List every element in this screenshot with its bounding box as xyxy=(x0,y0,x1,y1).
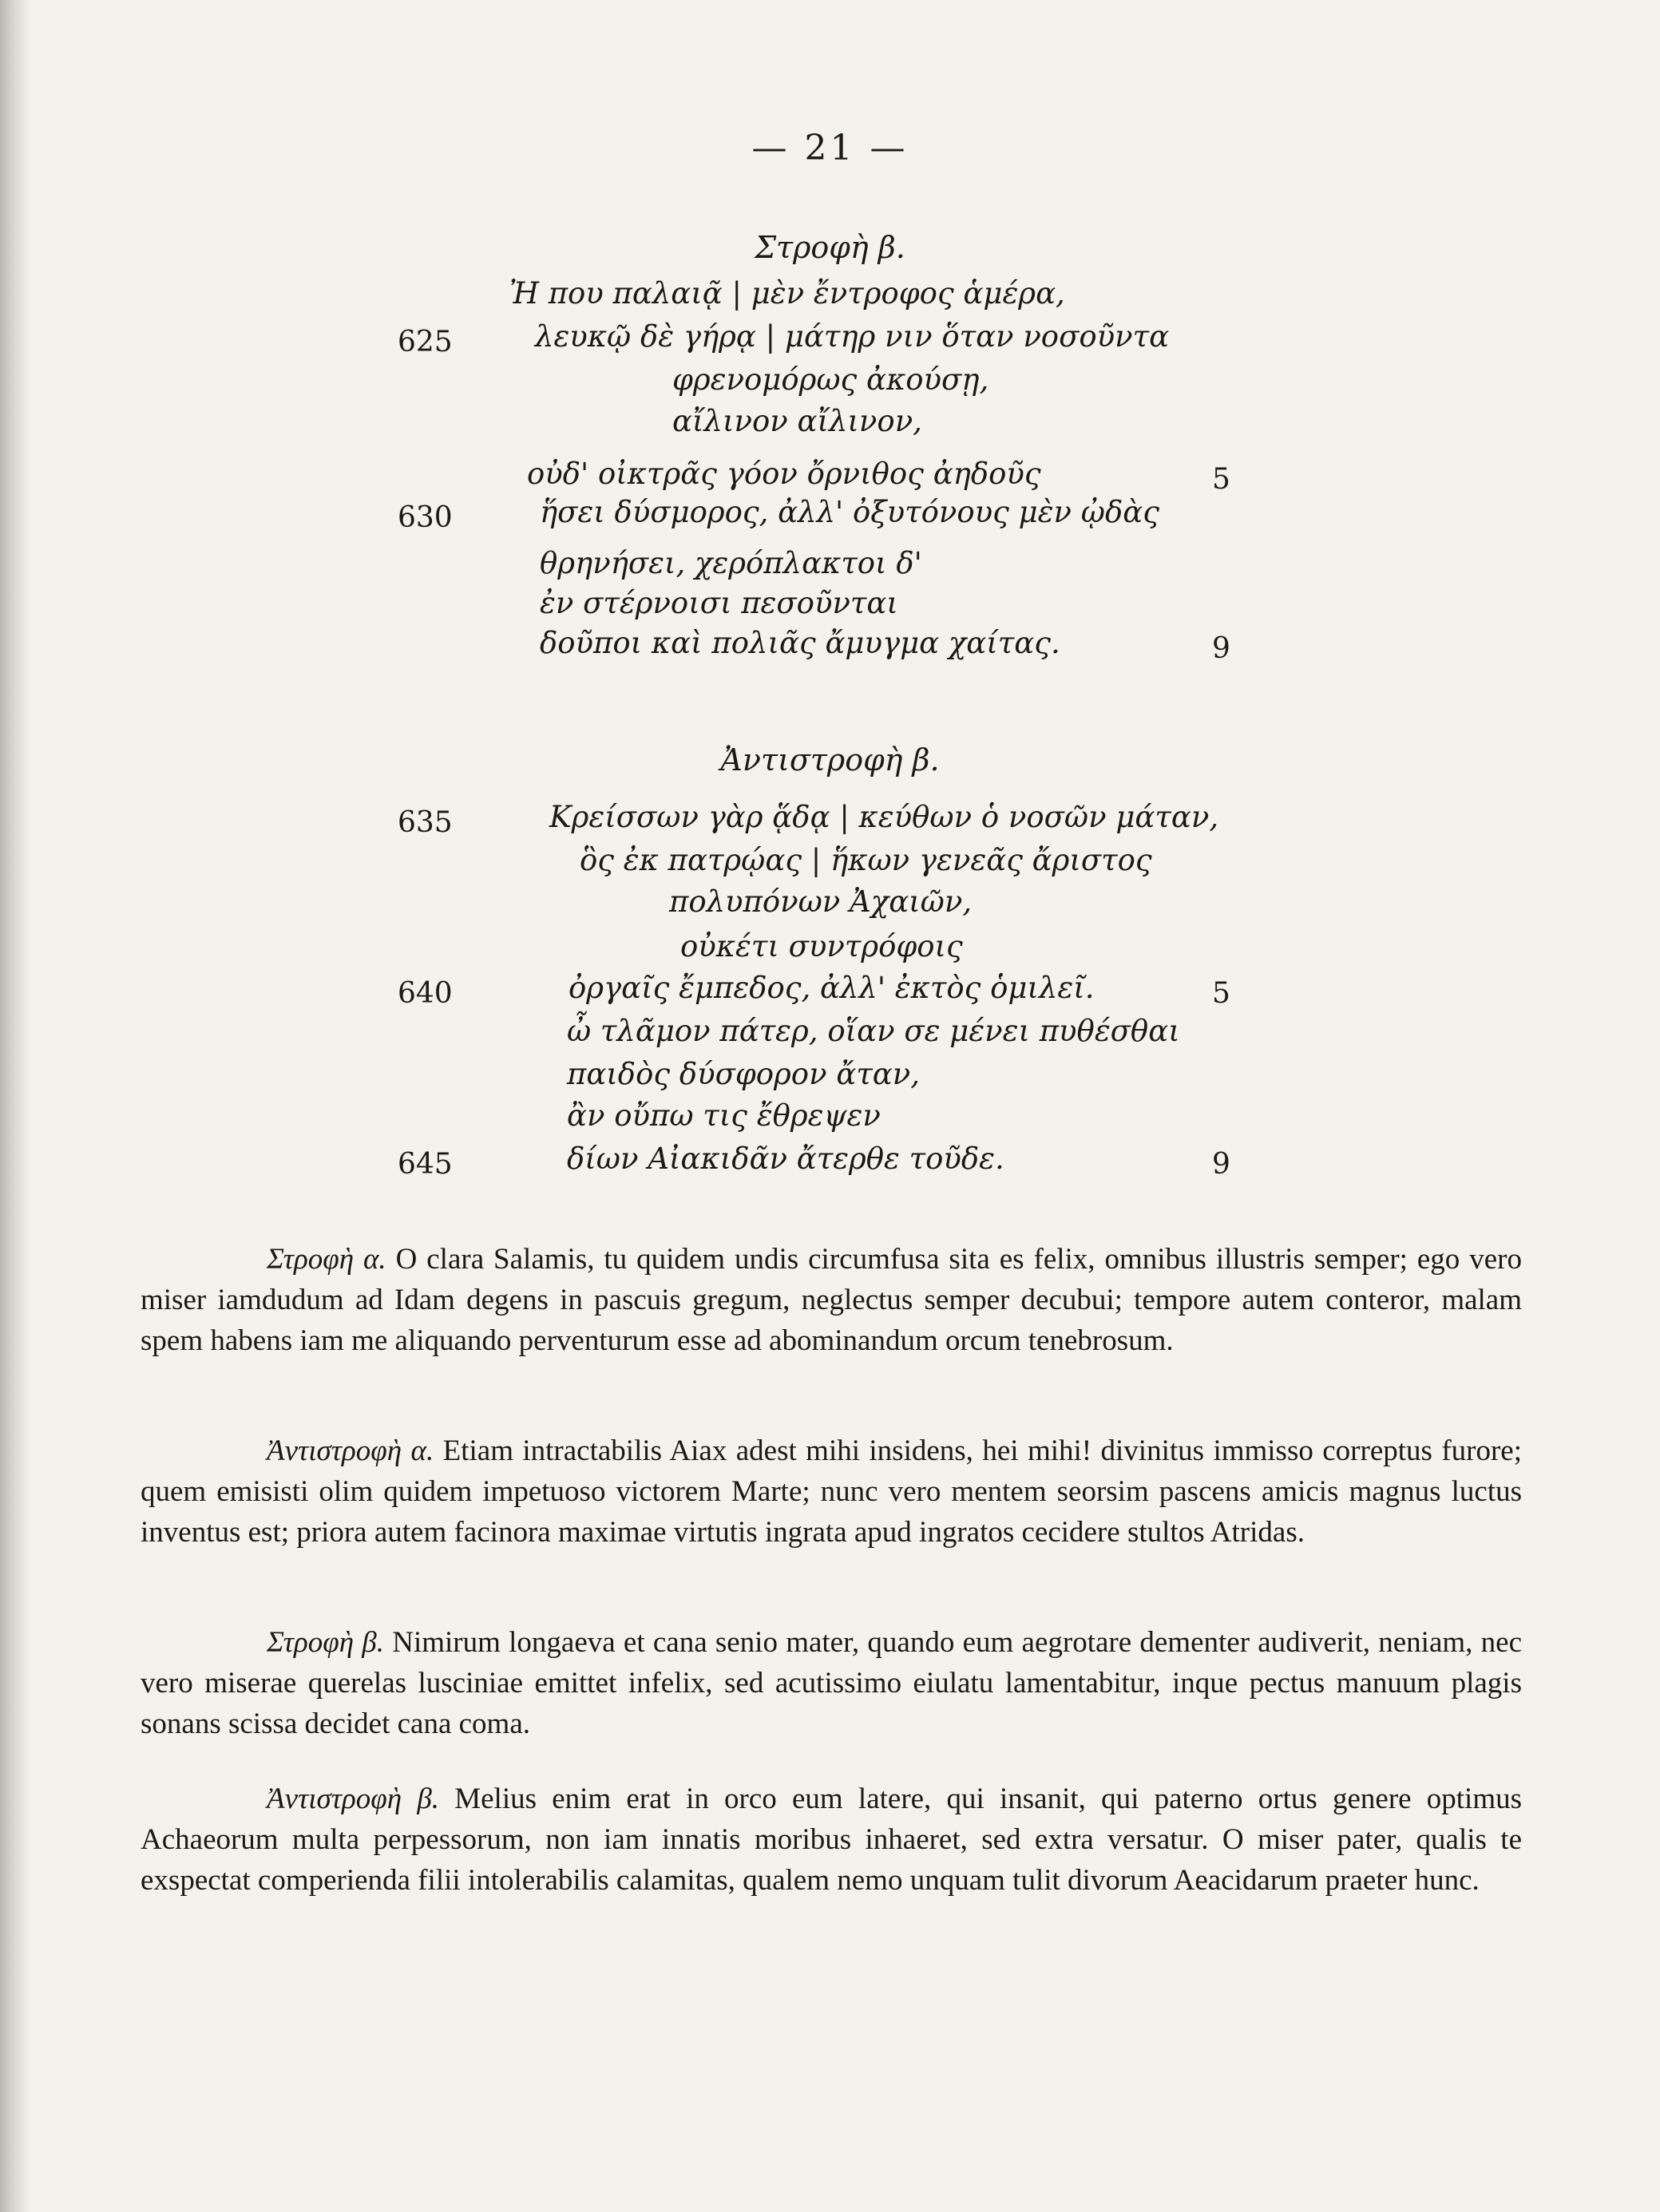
translation-label: Ἀντιστροφὴ α. xyxy=(267,1434,434,1467)
verse-text: ἥσει δύσμορος, ἀλλ' ὀξυτόνους μὲν ᾠδὰς xyxy=(540,495,1159,529)
verse-text: δίων Αἰακιδᾶν ἄτερθε τοῦδε. xyxy=(567,1142,1004,1176)
verse-text: δοῦποι καὶ πολιᾶς ἄμυγμα χαίτας. xyxy=(540,626,1060,660)
verse-text: λευκῷ δὲ γήρᾳ | μάτηρ νιν ὅταν νοσοῦντα xyxy=(535,319,1170,354)
verse-text: Κρείσσων γὰρ ᾅδᾳ | κεύθων ὁ νοσῶν μάταν, xyxy=(549,800,1219,834)
line-number: 640 xyxy=(398,977,453,1010)
verse-text: αἴλινον αἴλινον, xyxy=(672,404,922,438)
line-number: 625 xyxy=(398,326,453,358)
translation-paragraph xyxy=(141,1239,1522,1361)
translation-text: Melius enim erat in orco eum latere, qui insanit, qui paterno ortus genere optimus Achaeorum multa perpessorum, non iam innatis moribus inhaeret, sed extra versatur. O miser pater, qualis te exspectat comperienda filii intolerabilis calamitas, qualem nemo unquam tulit divorum Aeacidarum praeter hunc. xyxy=(141,1783,1523,1897)
verse-text: ὦ τλᾶμον πάτερ, οἵαν σε μένει πυθέσθαι xyxy=(567,1014,1180,1048)
translation-label: Ἀντιστροφὴ β. xyxy=(267,1783,440,1815)
verse-text: Ἠ που παλαιᾷ | μὲν ἔντροφος ἁμέρα, xyxy=(509,276,1065,311)
strophe-b-heading: Στροφὴ β. xyxy=(755,230,905,265)
verse-text: πολυπόνων Ἀχαιῶν, xyxy=(669,884,973,919)
translation-paragraph xyxy=(141,1430,1522,1553)
verse-text: φρενομόρως ἀκούσῃ, xyxy=(672,362,989,397)
translation-paragraph xyxy=(141,1779,1522,1901)
verse-line xyxy=(0,495,1660,546)
colon-number: 5 xyxy=(1212,977,1230,1010)
translation-block xyxy=(141,1430,1522,1553)
page-number: — 21 — xyxy=(751,128,909,168)
line-number: 630 xyxy=(398,501,453,534)
line-number: 645 xyxy=(398,1148,453,1181)
colon-number: 9 xyxy=(1212,1148,1230,1181)
verse-text: οὐδ' οἰκτρᾶς γόον ὄρνιθος ἀηδοῦς xyxy=(527,457,1041,491)
translation-block xyxy=(141,1779,1522,1901)
translation-block xyxy=(141,1622,1522,1744)
colon-number: 5 xyxy=(1212,463,1230,496)
translation-text: O clara Salamis, tu quidem undis circumfusa sita es felix, omnibus illustris semper; ego vero miser iamdudum ad Idam degens in pascuis gregum, neglectus semper decubui; tempore autem conteror, malam spem habens iam me aliquando perventurum esse ad abominandum orcum tenebrosum. xyxy=(141,1243,1522,1357)
verse-text: ὃς ἐκ πατρῴας | ἥκων γενεᾶς ἄριστος xyxy=(580,843,1152,877)
translation-text: Nimirum longaeva et cana senio mater, quando eum aegrotare dementer audiverit, neniam, nec vero miserae querelas lusciniae emittet infelix, sed acutissimo eiulatu lamentabitur, inque pectus manuum plagis sonans scissa decidet cana coma. xyxy=(141,1626,1522,1740)
translation-label: Στροφὴ α. xyxy=(267,1243,386,1276)
verse-text: θρηνήσει, χερόπλακτοι δ' xyxy=(540,546,922,580)
colon-number: 9 xyxy=(1212,632,1230,665)
verse-line xyxy=(0,626,1660,677)
translation-label: Στροφὴ β. xyxy=(267,1626,384,1659)
line-number: 635 xyxy=(398,806,453,839)
verse-text: ὀργαῖς ἔμπεδος, ἀλλ' ἐκτὸς ὁμιλεῖ. xyxy=(569,971,1095,1005)
translation-text: Etiam intractabilis Aiax adest mihi insidens, hei mihi! divinitus immisso correptus furore; quem emisisti olim quidem impetuoso victorem Marte; nunc vero mentem seorsim pascens amicis magnus luctus inventus est; priora autem facinora maximae virtutis ingrata apud ingratos cecidere stultos Atridas. xyxy=(141,1434,1522,1549)
verse-text: ἐν στέρνοισι πεσοῦνται xyxy=(540,586,898,620)
verse-line xyxy=(0,1142,1660,1193)
translation-block xyxy=(141,1239,1522,1361)
translation-paragraph xyxy=(141,1622,1522,1744)
verse-line xyxy=(0,404,1660,455)
verse-line xyxy=(0,884,1660,936)
verse-text: οὐκέτι συντρόφοις xyxy=(680,929,963,964)
antistrophe-b-heading: Ἀντιστροφὴ β. xyxy=(720,742,940,778)
verse-text: παιδὸς δύσφορον ἄταν, xyxy=(567,1057,921,1091)
verse-text: ἂν οὔπω τις ἔθρεψεν xyxy=(567,1098,881,1133)
